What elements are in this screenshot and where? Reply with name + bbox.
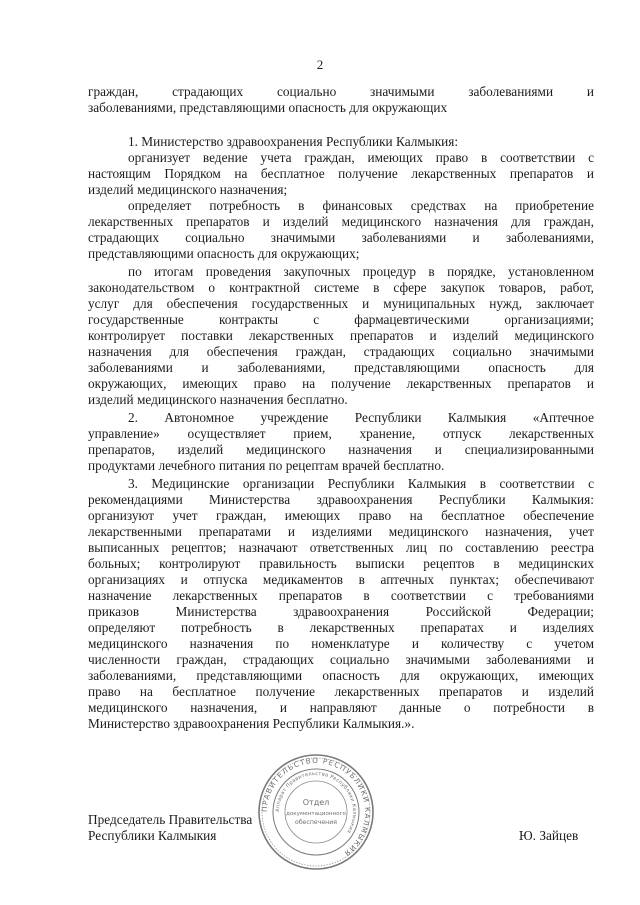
text-line: организует ведение учета граждан, имеющих право в соответствии с (128, 150, 594, 165)
text-line: определяет потребность в финансовых средствах на приобретение (128, 198, 594, 213)
text-line: организациях и отпуска медикаментов в аптечных пунктах; обеспечивают (88, 572, 594, 587)
text-line: назначение лекарственных препаратов в соответствии с требованиями (88, 588, 594, 603)
text-line: представляющими опасность для окружающих; (88, 246, 360, 261)
text-line: окружающих, имеющих право на получение лекарственных препаратов и (88, 376, 594, 391)
text-line: настоящим Порядком на бесплатное получение лекарственных препаратов и (88, 166, 594, 181)
section-heading: 2. Автономное учреждение Республики Калмыкия «Аптечное (128, 410, 594, 425)
text-line: лекарственными препаратами и изделиями медицинского назначения, учет (88, 524, 594, 539)
section-heading: 3. Медицинские организации Республики Калмыкия в соответствии с (128, 476, 594, 491)
text-line: по итогам проведения закупочных процедур в порядке, установленном (128, 264, 594, 279)
text-line: право на бесплатное получение лекарственных препаратов и изделий (88, 684, 594, 699)
text-line: рекомендациями Министерства здравоохранения Республики Калмыкия: (88, 492, 594, 507)
stamp-center-line: обеспечения (295, 819, 337, 826)
stamp-center-line: документационного (286, 811, 346, 817)
text-line: организуют учет граждан, имеющих право на бесплатное обеспечение (88, 508, 594, 523)
text-line: заболеваниями, представляющими опасность для окружающих, имеющих (88, 668, 594, 683)
text-line: определяют потребность в лекарственных препаратах и изделиях (88, 620, 594, 635)
text-line: препаратов, изделий медицинского назначения и специализированными (88, 442, 594, 457)
stamp-center-line: Отдел (302, 798, 330, 807)
text-line: контролирует поставки лекарственных препаратов и изделий медицинского (88, 328, 594, 343)
text-line: продуктами лечебного питания по рецептам врачей бесплатно. (88, 458, 445, 473)
text-line: больных; контролируют правильность выписки рецептов в медицинских (88, 556, 594, 571)
text-line: граждан, страдающих социально значимыми заболеваниями и (88, 84, 594, 99)
text-line: изделий медицинского назначения; (88, 182, 288, 197)
text-line: услуг для обеспечения государственных и муниципальных нужд, заключает (88, 296, 594, 311)
signatory-title: Председатель Правительства (88, 812, 253, 827)
text-line: численности граждан, страдающих социально значимыми заболеваниями и (88, 652, 594, 667)
text-line: назначения для обеспечения граждан, страдающих социально значимыми (88, 344, 594, 359)
text-line: медицинского назначения, и направляют данные о потребности в (88, 700, 594, 715)
text-line: управление» осуществляет прием, хранение, отпуск лекарственных (88, 426, 594, 441)
signatory-name: Ю. Зайцев (519, 828, 579, 843)
text-line: законодательством о контрактной системе в сфере закупок товаров, работ, (88, 280, 594, 295)
text-line: медицинского назначения по номенклатуре и количеству с учетом (88, 636, 594, 651)
section-heading: 1. Министерство здравоохранения Республики Калмыкия: (128, 134, 459, 149)
stamp-inner-text: Аппарат Правительства Республики Калмыкия (274, 770, 358, 835)
text-line: выписанных рецептов; назначают ответственных лиц по составлению реестра (88, 540, 594, 555)
text-line: государственные контракты с фармацевтическими организациями; (88, 312, 594, 327)
text-line: изделий медицинского назначения бесплатно. (88, 392, 348, 407)
official-stamp-icon (256, 752, 376, 872)
text-line: заболеваниями, представляющими опасность для окружающих (88, 100, 448, 115)
text-line: лекарственных препаратов и изделий медицинского назначения для граждан, (88, 214, 594, 229)
page-number: 2 (316, 57, 324, 72)
signatory-region: Республики Калмыкия (88, 828, 217, 843)
stamp-outer-text: ПРАВИТЕЛЬСТВО РЕСПУБЛИКИ КАЛМЫКИЯ (259, 755, 373, 859)
text-line: страдающих социально значимыми заболеваниями и заболеваниями, (88, 230, 594, 245)
text-line: Министерство здравоохранения Республики Калмыкия.». (88, 716, 415, 731)
text-line: заболеваниями и заболеваниями, представляющими опасность для (88, 360, 594, 375)
text-line: приказов Министерства здравоохранения Российской Федерации; (88, 604, 594, 619)
